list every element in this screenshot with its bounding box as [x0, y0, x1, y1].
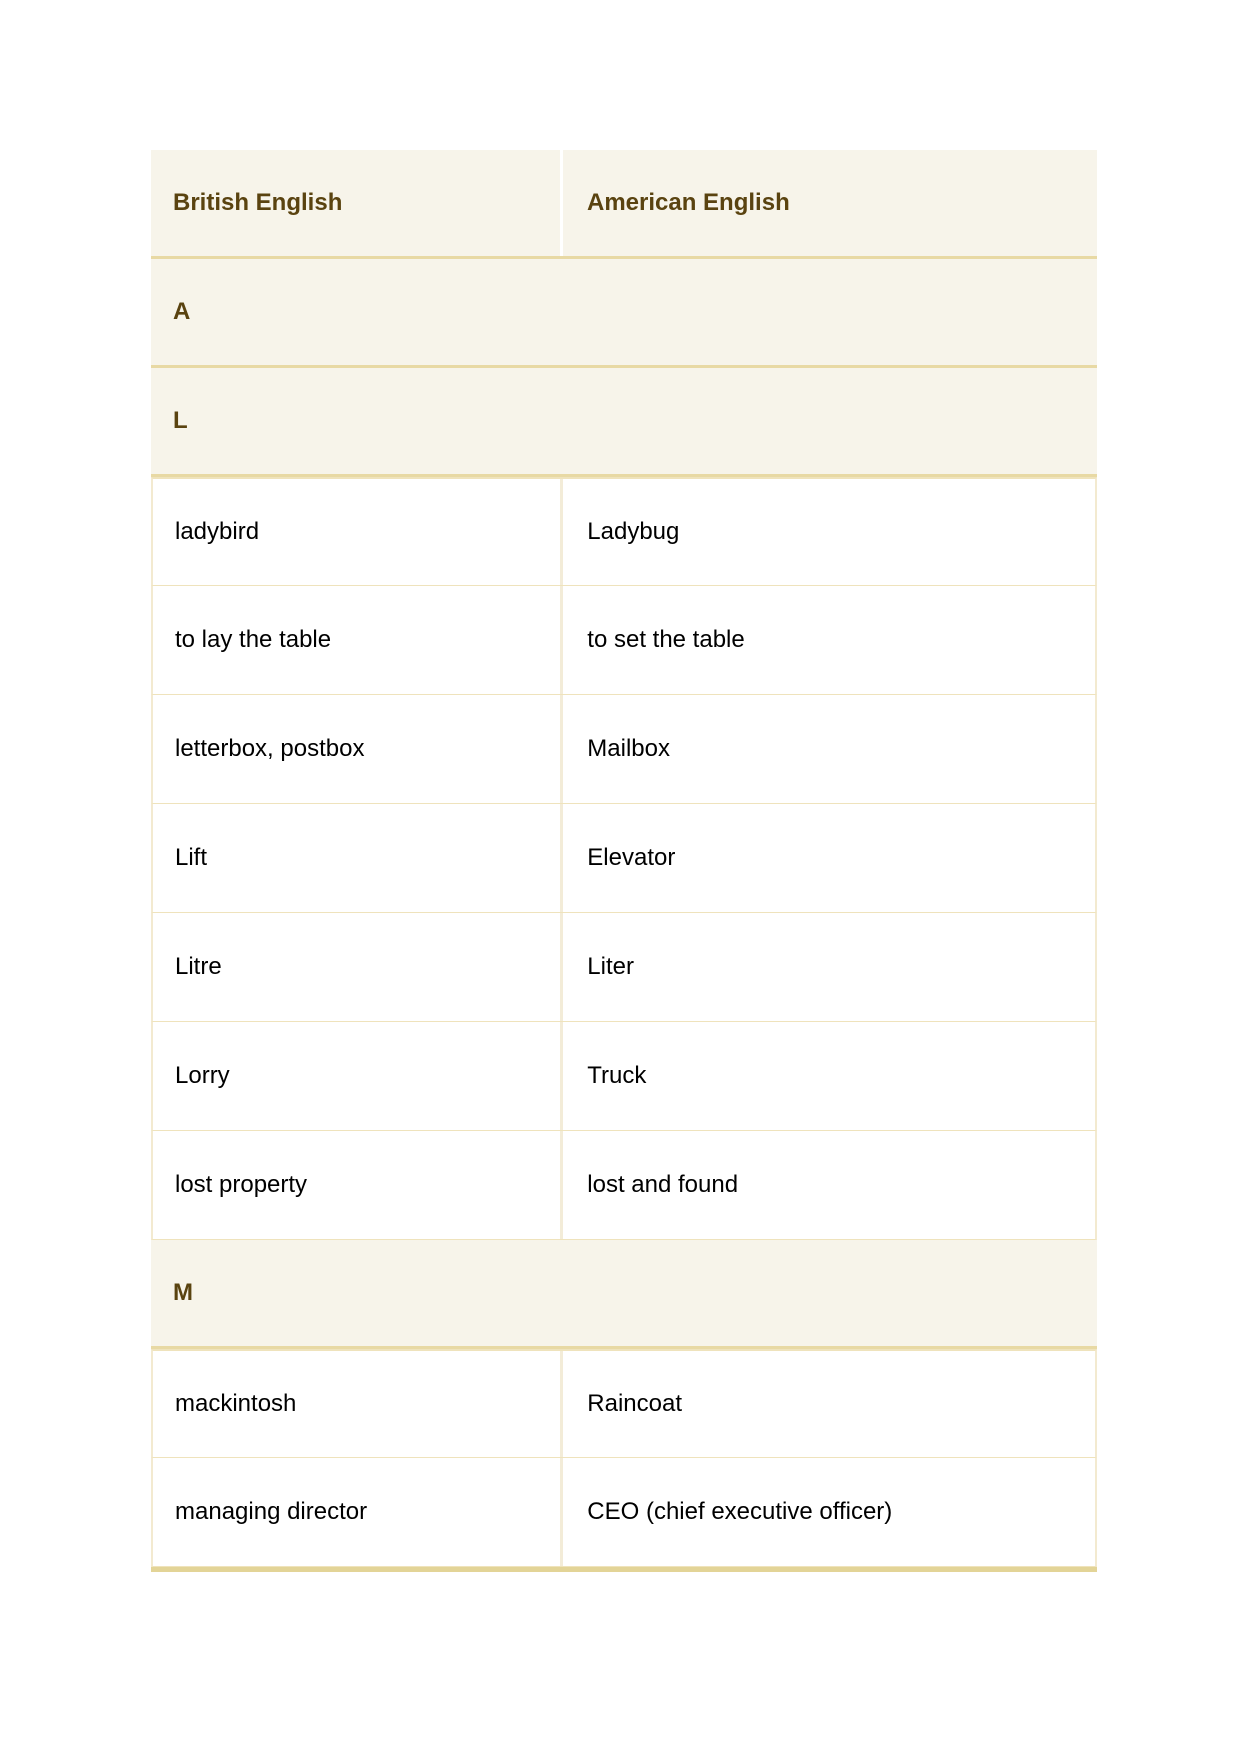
section-row-l: [151, 368, 1097, 477]
table-row: [151, 804, 1097, 913]
british-term: Lorry: [153, 1022, 563, 1130]
american-term: Liter: [587, 953, 634, 980]
british-term: managing director: [153, 1458, 563, 1566]
table-row: [151, 586, 1097, 695]
glossary-table: [151, 150, 1097, 1572]
british-term: Litre: [153, 913, 563, 1021]
british-term: lost property: [153, 1131, 563, 1239]
british-term: mackintosh: [153, 1351, 563, 1457]
section-row-a: [151, 259, 1097, 368]
table-row: [151, 1458, 1097, 1567]
british-term: to lay the table: [153, 586, 563, 694]
american-term: Mailbox: [587, 735, 670, 762]
section-letter: A: [173, 298, 191, 325]
table-row: [151, 1022, 1097, 1131]
american-term: to set the table: [587, 626, 745, 653]
section-letter: M: [173, 1279, 193, 1306]
british-term: letterbox, postbox: [153, 695, 563, 803]
table-header-row: [151, 150, 1097, 259]
section-letter: L: [173, 407, 188, 434]
header-british-english: British English: [151, 150, 563, 256]
american-term: lost and found: [587, 1171, 739, 1198]
table-row: [151, 1349, 1097, 1458]
table-row: [151, 913, 1097, 1022]
american-term: Raincoat: [587, 1390, 683, 1417]
british-term: ladybird: [153, 479, 563, 585]
british-term: Lift: [153, 804, 563, 912]
american-term: Truck: [587, 1062, 647, 1089]
table-row: [151, 477, 1097, 586]
header-american-english: American English: [587, 189, 790, 216]
table-bottom-border: [151, 1567, 1097, 1572]
section-row-m: [151, 1240, 1097, 1349]
table-row: [151, 1131, 1097, 1240]
table-row: [151, 695, 1097, 804]
american-term: Ladybug: [587, 518, 680, 545]
american-term: Elevator: [587, 844, 676, 871]
american-term: CEO (chief executive officer): [587, 1498, 893, 1525]
